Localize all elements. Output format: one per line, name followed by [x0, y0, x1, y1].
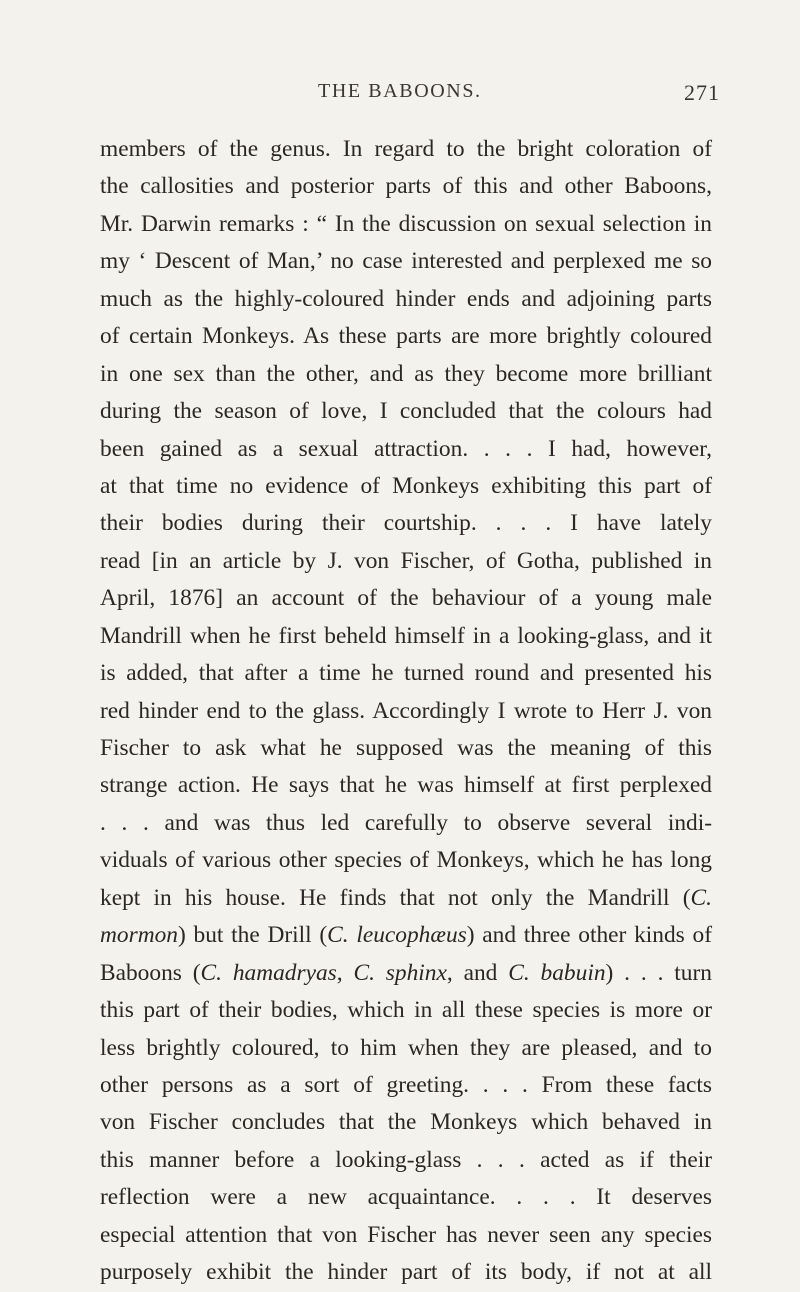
- text-run: April, 1876] an account of the behaviour of a young male: [100, 585, 712, 612]
- text-line: [100, 955, 712, 992]
- text-run-italic: C. hamadryas: [200, 959, 337, 986]
- text-line: [100, 1254, 712, 1291]
- text-line: [100, 1067, 712, 1104]
- text-run: , and: [446, 959, 509, 986]
- text-line: [100, 431, 712, 468]
- text-line: [100, 356, 712, 393]
- text-run: members of the genus. In regard to the bright coloration of: [100, 136, 712, 162]
- text-run-italic: mormon: [100, 922, 178, 949]
- text-line: [100, 1104, 712, 1141]
- text-line: [100, 131, 712, 168]
- text-run: at that time no evidence of Monkeys exhibiting this part of: [100, 472, 712, 499]
- text-line: [100, 842, 712, 879]
- text-line: [100, 206, 712, 243]
- text-run: other persons as a sort of greeting. . . . From these facts: [100, 1071, 712, 1098]
- text-line: [100, 767, 712, 804]
- running-title: THE BABOONS.: [318, 80, 482, 102]
- text-line: [100, 243, 712, 280]
- page-number: 271: [684, 80, 720, 105]
- text-run: read [in an article by J. von Fischer, of Gotha, published in: [100, 547, 712, 574]
- text-line: [100, 880, 712, 917]
- text-run: this manner before a looking-glass . . . acted as if their: [100, 1146, 712, 1173]
- text-run: viduals of various other species of Monkeys, which he has long: [100, 847, 712, 874]
- text-run: during the season of love, I concluded that the colours had: [100, 398, 712, 425]
- text-run: strange action. He says that he was himself at first perplexed: [100, 772, 712, 799]
- text-run-italic: C. sphinx: [353, 959, 447, 986]
- text-line: [100, 805, 712, 842]
- text-run: less brightly coloured, to him when they are pleased, and to: [100, 1034, 712, 1061]
- text-run: reflection were a new acquaintance. . . . It deserves: [100, 1184, 712, 1211]
- running-head: [0, 80, 800, 110]
- text-run: . . . and was thus led carefully to observe several indi-: [100, 809, 712, 836]
- text-run: purposely exhibit the hinder part of its body, if not at all: [100, 1259, 712, 1286]
- text-line: [100, 505, 712, 542]
- text-line: [100, 168, 712, 205]
- text-run-italic: C.: [690, 884, 712, 911]
- text-run: von Fischer concludes that the Monkeys which behaved in: [100, 1109, 712, 1136]
- text-run: the callosities and posterior parts of this and other Baboons,: [100, 173, 712, 200]
- text-line: [100, 393, 712, 430]
- text-line: [100, 1217, 712, 1254]
- text-run: their bodies during their courtship. . . . I have lately: [100, 510, 712, 537]
- text-line: [100, 1142, 712, 1179]
- text-run: ) . . . turn: [605, 959, 712, 986]
- text-line: [100, 468, 712, 505]
- text-run: especial attention that von Fischer has never seen any species: [100, 1221, 712, 1248]
- text-line: [100, 693, 712, 730]
- text-run: ,: [336, 959, 354, 986]
- text-run: in one sex than the other, and as they become more brilliant: [100, 360, 712, 387]
- text-run: Mandrill when he first beheld himself in a looking-glass, and it: [100, 622, 712, 649]
- text-run: my ‘ Descent of Man,’ no case interested and perplexed me so: [100, 248, 712, 275]
- text-run: red hinder end to the glass. Accordingly I wrote to Herr J. von: [100, 697, 712, 724]
- text-run: ) but the Drill (: [177, 922, 328, 949]
- text-run: ) and three other kinds of: [466, 922, 712, 949]
- text-run: kept in his house. He finds that not only the Mandrill (: [100, 884, 691, 911]
- text-line: [100, 580, 712, 617]
- text-run: of certain Monkeys. As these parts are more brightly coloured: [100, 323, 712, 350]
- body-text: [100, 131, 712, 1292]
- text-line: [100, 730, 712, 767]
- text-line: [100, 1030, 712, 1067]
- text-run: Mr. Darwin remarks : “ In the discussion on sexual selection in: [100, 210, 712, 237]
- text-line: [100, 318, 712, 355]
- text-run: is added, that after a time he turned round and presented his: [100, 660, 712, 687]
- text-line: [100, 618, 712, 655]
- text-run: much as the highly-coloured hinder ends and adjoining parts: [100, 285, 712, 312]
- text-run-italic: C. leucophæus: [327, 922, 467, 949]
- text-run-italic: C. babuin: [508, 959, 606, 986]
- text-line: [100, 1179, 712, 1216]
- text-run: Fischer to ask what he supposed was the meaning of this: [100, 735, 712, 761]
- text-run: been gained as a sexual attraction. . . . I had, however,: [100, 435, 712, 462]
- text-line: [100, 281, 712, 318]
- text-line: [100, 992, 712, 1029]
- text-line: [100, 655, 712, 692]
- text-line: [100, 917, 712, 954]
- text-line: [100, 543, 712, 580]
- text-run: this part of their bodies, which in all these species is more or: [100, 997, 712, 1024]
- text-run: Baboons (: [100, 959, 201, 986]
